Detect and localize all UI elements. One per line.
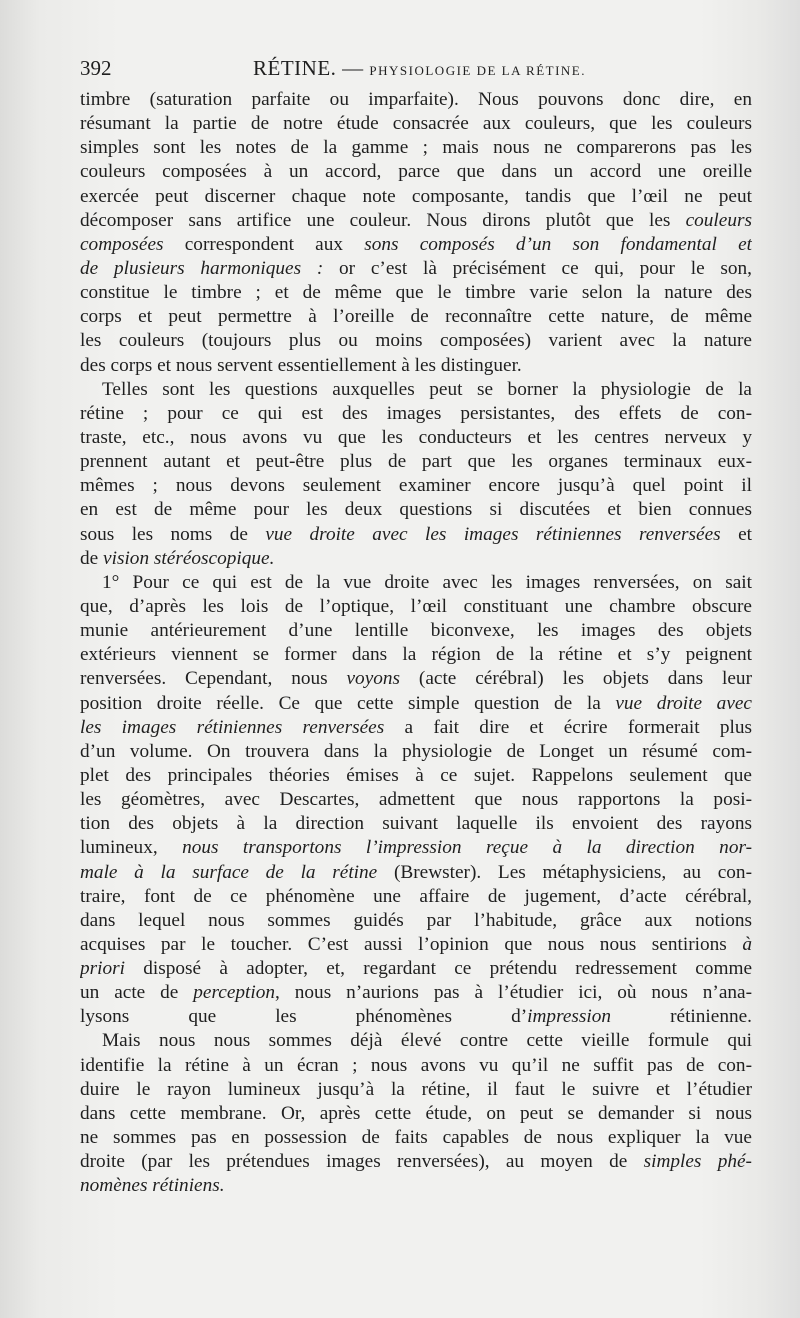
text-run: timbre (saturation parfaite ou imparfaite). Nous pouvons donc dire, en [80,89,752,110]
text-run: décomposer sans artifice une couleur. Nous dirons plutôt que les [80,209,686,231]
header-dash: — [342,56,364,80]
italic-text: vue droite avec les images rétiniennes renversées [265,523,721,545]
text-run: sous les noms de [80,523,266,545]
italic-text: couleurs [685,209,752,231]
text-run: position droite réelle. Ce que cette simple question de la [80,692,616,714]
text-line [80,1029,752,1053]
text-run: dans lequel nous sommes guidés par l’habitude, grâce aux notions [80,909,752,931]
text-run: or c’est là précisément ce qui, pour le son, [323,257,752,279]
text-run: lumineux, [80,837,183,859]
text-line [80,764,752,788]
body-text [80,88,752,1198]
text-run: correspondent aux [163,233,365,255]
text-run: traire, font de ce phénomène une affaire de jugement, d’acte cérébral, [80,885,752,907]
text-line [80,643,752,667]
text-run: simples sont les notes de la gamme ; mais nous ne comparerons pas les [80,137,752,159]
italic-text: simples phé- [643,1151,752,1173]
text-run: exercée peut discerner chaque note composante, tandis que l’œil ne peut [80,185,752,207]
text-run: extérieurs viennent se former dans la région de la rétine et s’y peignent [80,644,752,666]
text-line [80,88,752,112]
text-line [80,1150,752,1174]
italic-text: de plusieurs harmoniques : [80,257,324,279]
text-line [80,233,752,257]
text-line [80,378,752,402]
italic-text: voyons [346,668,401,690]
text-run: couleurs composées à un accord, parce que dans un accord une oreille [80,161,752,183]
text-run: constitue le timbre ; et de même que le timbre varie selon la nature des [80,282,752,304]
text-line [80,547,752,571]
text-line [80,716,752,740]
text-line [80,257,752,281]
text-line [80,861,752,885]
text-run: renversées. Cependant, nous [80,668,347,690]
text-line [80,474,752,498]
text-line [80,112,752,136]
italic-text: composées [80,233,164,255]
text-run: rétinienne. [611,1006,752,1028]
text-line [80,933,752,957]
text-run: (acte cérébral) les objets dans leur [400,668,752,690]
text-run: Telles sont les questions auxquelles peut se borner la physiologie de la [102,378,752,400]
text-line [80,595,752,619]
text-run: (Brewster). Les métaphysiciens, au con- [377,861,752,883]
text-line [80,1102,752,1126]
text-run: les couleurs (toujours plus ou moins composées) varient avec la nature [80,330,752,352]
text-line [80,1126,752,1150]
text-run: droite (par les prétendues images renversées), au moyen de [80,1151,644,1173]
text-line [80,788,752,812]
text-run: a fait dire et écrire formerait plus [384,716,752,738]
text-run: dans cette membrane. Or, après cette étude, on peut se demander si nous [80,1102,752,1124]
text-line [80,957,752,981]
section-title: PHYSIOLOGIE DE LA RÉTINE. [369,63,586,78]
text-line [80,909,752,933]
text-line [80,1078,752,1102]
text-run: munie antérieurement d’une lentille biconvexe, les images des objets [80,620,752,642]
text-line [80,209,752,233]
italic-text: perception [193,982,276,1004]
text-line [80,812,752,836]
text-line [80,305,752,329]
text-line [80,426,752,450]
text-run: les géomètres, avec Descartes, admettent que nous rapportons la posi- [80,789,752,811]
text-line [80,160,752,184]
text-run: tion des objets à la direction suivant laquelle ils envoient des rayons [80,813,752,835]
text-run: acquises par le toucher. C’est aussi l’opinion que nous nous sentirions [80,933,743,955]
italic-text: nomènes rétiniens. [80,1175,225,1197]
page-number: 392 [80,56,112,80]
text-line [80,498,752,522]
text-run: lysons que les phénomènes d’ [80,1006,528,1028]
text-run: d’un volume. On trouvera dans la physiologie de Longet un résumé com- [80,740,752,762]
text-run: mêmes ; nous devons seulement examiner encore jusqu’à quel point il [80,475,752,497]
text-line [80,740,752,764]
text-line [80,1005,752,1029]
italic-text: impression [527,1006,612,1028]
text-run: rétine ; pour ce qui est des images persistantes, des effets de con- [80,402,752,424]
text-run: que, d’après les lois de l’optique, l’œil constituant une chambre obscure [80,595,752,617]
text-line [80,523,752,547]
italic-text: nous transportons l’impression reçue à la direction nor- [182,837,752,859]
italic-text: les images rétiniennes renversées [80,716,385,738]
text-line [80,1054,752,1078]
text-line [80,692,752,716]
text-run: prennent autant et peut-être plus de part que les organes terminaux eux- [80,451,752,473]
text-run: identifie la rétine à un écran ; nous avons vu qu’il ne suffit pas de con- [80,1054,752,1076]
chapter-title: RÉTINE. [253,56,337,80]
text-run: résumant la partie de notre étude consacrée aux couleurs, que les couleurs [80,113,752,135]
text-run: duire le rayon lumineux jusqu’à la rétine, il faut le suivre et l’étudier [80,1078,752,1100]
italic-text: sons composés d’un son fondamental et [364,233,752,255]
text-line [80,329,752,353]
text-run: corps et peut permettre à l’oreille de reconnaître cette nature, de même [80,306,752,328]
text-line [80,450,752,474]
text-line [80,281,752,305]
running-title [253,56,586,81]
text-line [80,136,752,160]
text-run: et [720,523,752,545]
italic-text: male à la surface de la rétine [80,861,378,883]
italic-text: à [742,933,752,955]
text-run: plet des principales théories émises à ce sujet. Rappelons seulement que [80,764,752,786]
text-run: disposé à adopter, et, regardant ce prétendu redressement comme [125,958,752,980]
running-header [80,56,752,82]
text-run: traste, etc., nous avons vu que les conducteurs et les centres nerveux y [80,426,752,448]
text-run: Mais nous nous sommes déjà élevé contre cette vieille formule qui [102,1030,752,1052]
text-line [80,402,752,426]
text-line [80,619,752,643]
italic-text: vision stéréoscopique. [103,547,275,569]
italic-text: vue droite avec [615,692,752,714]
text-line [80,1174,752,1198]
italic-text: priori [80,958,126,980]
text-line [80,571,752,595]
text-line [80,885,752,909]
text-line [80,667,752,691]
text-run: un acte de [80,982,194,1004]
text-line [80,354,752,378]
text-line [80,185,752,209]
text-line [80,981,752,1005]
text-run: , nous n’aurions pas à l’étudier ici, où nous n’ana- [275,982,752,1004]
text-line [80,836,752,860]
text-run: des corps et nous servent essentiellement à les distinguer. [80,354,522,376]
text-run: 1° Pour ce qui est de la vue droite avec les images renversées, on sait [102,571,752,593]
text-run: en est de même pour les deux questions si discutées et bien connues [80,499,752,521]
text-run: ne sommes pas en possession de faits capables de nous expliquer la vue [80,1127,752,1149]
text-run: de [80,547,104,569]
